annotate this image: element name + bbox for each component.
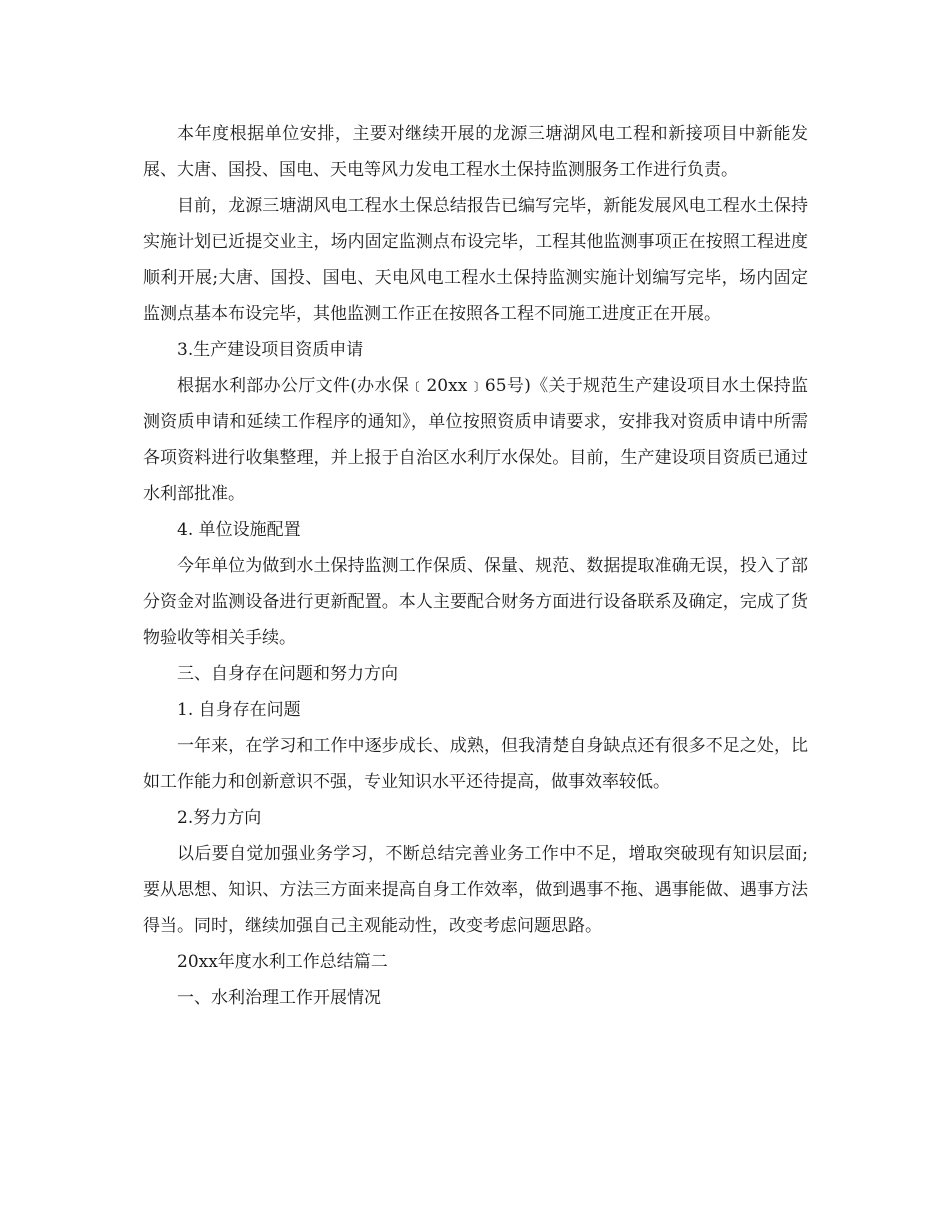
- section-heading: 2.努力方向: [177, 808, 262, 828]
- paragraph: 以后要自觉加强业务学习，不断总结完善业务工作中不足，增取突破现有知识层面;要从思想、知识、方法三方面来提高自身工作效率，做到遇事不拖、遇事能做、遇事方法得当。同时，继续加强自己主观能动性，改变考虑问题思路。: [143, 844, 808, 936]
- document-body: [143, 116, 808, 1016]
- paragraph: 根据水利部办公厅文件(办水保﹝20xx﹞65号)《关于规范生产建设项目水土保持监测资质申请和延续工作程序的通知》，单位按照资质申请要求，安排我对资质申请中所需各项资料进行收集整理，并上报于自治区水利厅水保处。目前，生产建设项目资质已通过水利部批准。: [143, 376, 808, 504]
- section-heading: 20xx年度水利工作总结篇二: [177, 952, 388, 972]
- section-heading: 一、水利治理工作开展情况: [177, 988, 381, 1008]
- paragraph: 今年单位为做到水土保持监测工作保质、保量、规范、数据提取准确无误，投入了部分资金对监测设备进行更新配置。本人主要配合财务方面进行设备联系及确定，完成了货物验收等相关手续。: [143, 556, 808, 648]
- section-heading: 三、自身存在问题和努力方向: [177, 664, 398, 684]
- paragraph: 目前，龙源三塘湖风电工程水土保总结报告已编写完毕，新能发展风电工程水土保持实施计划已近提交业主，场内固定监测点布设完毕，工程其他监测事项正在按照工程进度顺利开展;大唐、国投、国电、天电风电工程水土保持监测实施计划编写完毕，场内固定监测点基本布设完毕，其他监测工作正在按照各工程不同施工进度正在开展。: [143, 196, 808, 324]
- section-heading: 4. 单位设施配置: [177, 520, 301, 540]
- section-heading: 3.生产建设项目资质申请: [177, 340, 364, 360]
- paragraph: 本年度根据单位安排，主要对继续开展的龙源三塘湖风电工程和新接项目中新能发展、大唐、国投、国电、天电等风力发电工程水土保持监测服务工作进行负责。: [143, 124, 808, 180]
- paragraph: 一年来，在学习和工作中逐步成长、成熟，但我清楚自身缺点还有很多不足之处，比如工作能力和创新意识不强，专业知识水平还待提高，做事效率较低。: [143, 736, 808, 792]
- section-heading: 1. 自身存在问题: [177, 700, 301, 720]
